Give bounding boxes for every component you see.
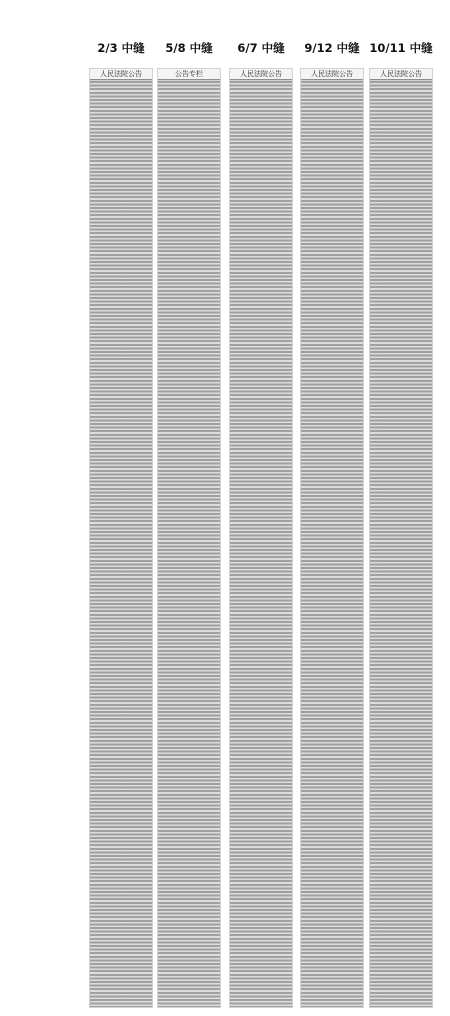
column-body [370, 81, 432, 1007]
fold-label: 9/12 中缝 [304, 41, 360, 55]
fold-label: 6/7 中缝 [237, 41, 285, 55]
notice-column [157, 68, 221, 1008]
column-body [230, 81, 292, 1007]
column-header: 人民法院公告 [370, 69, 432, 80]
fold-label: 2/3 中缝 [97, 41, 145, 55]
notice-column [89, 68, 153, 1008]
notice-column [229, 68, 293, 1008]
column-body [301, 81, 363, 1007]
notice-column [300, 68, 364, 1008]
column-body [90, 81, 152, 1007]
fold-label: 5/8 中缝 [165, 41, 213, 55]
column-body [158, 81, 220, 1007]
notice-column [369, 68, 433, 1008]
column-header: 人民法院公告 [90, 69, 152, 80]
fold-label: 10/11 中缝 [369, 41, 433, 55]
column-header: 人民法院公告 [301, 69, 363, 80]
column-header: 人民法院公告 [230, 69, 292, 80]
column-header: 公告专栏 [158, 69, 220, 80]
